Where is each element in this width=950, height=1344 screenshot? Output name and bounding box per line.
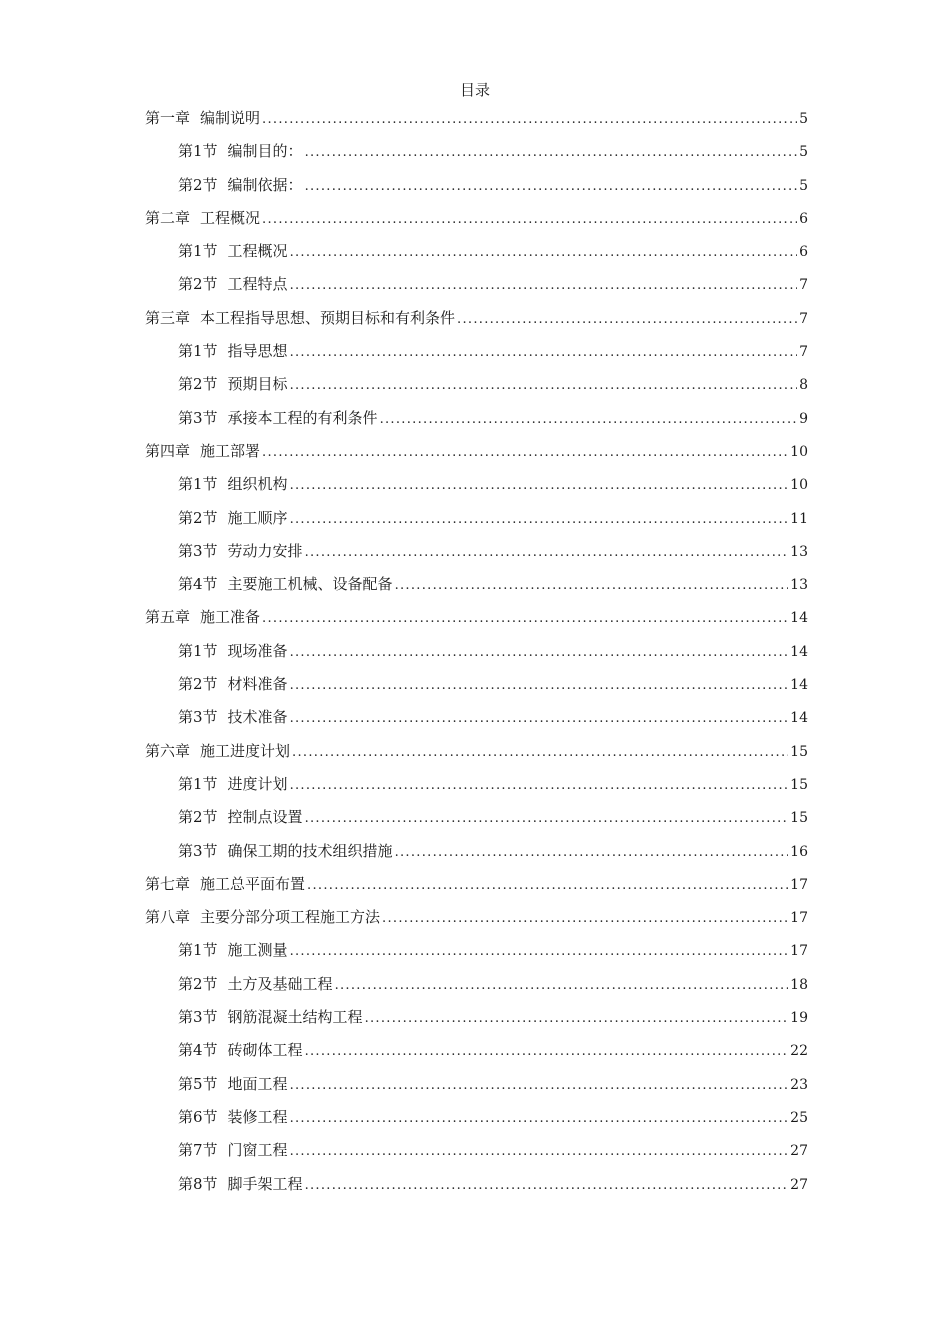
toc-page-number: 13 — [790, 543, 808, 560]
toc-entry-label — [178, 1006, 363, 1028]
toc-entry-label — [145, 440, 260, 462]
toc-entry-text: 门窗工程 — [227, 1141, 288, 1160]
toc-page-number: 7 — [799, 310, 808, 327]
toc-page-number: 14 — [790, 710, 808, 727]
toc-section-entry[interactable] — [145, 571, 808, 604]
toc-entry-text: 材料准备 — [227, 675, 288, 694]
toc-chapter-entry[interactable] — [145, 105, 808, 138]
toc-entry-label — [178, 1139, 288, 1161]
toc-page-number: 14 — [790, 610, 808, 627]
toc-leader-dots — [307, 875, 788, 897]
toc-leader-dots — [290, 509, 789, 531]
toc-page-number: 18 — [790, 976, 808, 993]
toc-section-entry[interactable] — [145, 271, 808, 304]
toc-entry-text: 装修工程 — [227, 1107, 288, 1126]
toc-page-number: 5 — [799, 177, 808, 194]
toc-leader-dots — [395, 842, 789, 864]
toc-entry-label — [145, 873, 305, 895]
toc-section-entry[interactable] — [145, 671, 808, 704]
toc-page-number: 15 — [790, 776, 808, 793]
toc-page-number: 27 — [790, 1176, 808, 1193]
toc-chapter-entry[interactable] — [145, 904, 808, 937]
toc-entry-text: 施工总平面布置 — [200, 874, 306, 893]
toc-section-entry[interactable] — [145, 505, 808, 538]
toc-leader-dots — [382, 908, 788, 930]
toc-title: 目录 — [459, 81, 490, 99]
toc-entry-label — [178, 806, 303, 828]
toc-section-entry[interactable] — [145, 937, 808, 970]
toc-entry-number: 第二章 — [145, 208, 191, 227]
toc-entry-label — [178, 540, 303, 562]
toc-leader-dots — [290, 242, 798, 264]
toc-entry-number: 第五章 — [145, 608, 191, 627]
toc-entry-label — [145, 307, 455, 329]
toc-entry-text: 地面工程 — [227, 1074, 288, 1093]
toc-entry-text: 劳动力安排 — [227, 541, 303, 560]
toc-leader-dots — [335, 975, 789, 997]
toc-leader-dots — [305, 542, 789, 564]
toc-entry-number: 第3节 — [178, 408, 218, 427]
toc-leader-dots — [365, 1008, 789, 1030]
toc-entry-number: 第2节 — [178, 275, 218, 294]
toc-page-number: 9 — [799, 410, 808, 427]
toc-entry-number: 第2节 — [178, 974, 218, 993]
toc-page-number: 6 — [799, 210, 808, 227]
toc-section-entry[interactable] — [145, 771, 808, 804]
toc-entry-number: 第七章 — [145, 874, 191, 893]
toc-section-entry[interactable] — [145, 1104, 808, 1137]
toc-leader-dots — [290, 375, 798, 397]
toc-entry-text: 组织机构 — [227, 475, 288, 494]
toc-entry-label — [178, 373, 288, 395]
toc-page-number: 7 — [799, 344, 808, 361]
toc-leader-dots — [395, 575, 789, 597]
toc-entry-text: 进度计划 — [227, 774, 288, 793]
toc-leader-dots — [290, 1075, 789, 1097]
toc-leader-dots — [305, 1175, 789, 1197]
toc-page-number: 11 — [790, 510, 808, 527]
toc-page-number: 10 — [790, 477, 808, 494]
toc-entry-label — [178, 1039, 303, 1061]
toc-page-number: 14 — [790, 677, 808, 694]
toc-section-entry[interactable] — [145, 1071, 808, 1104]
toc-entry-label — [178, 1173, 303, 1195]
toc-entry-number: 第5节 — [178, 1074, 218, 1093]
toc-entry-number: 第1节 — [178, 242, 218, 261]
toc-section-entry[interactable] — [145, 638, 808, 671]
toc-entry-text: 主要分部分项工程施工方法 — [200, 908, 381, 927]
toc-leader-dots — [262, 109, 797, 131]
toc-page-number: 17 — [790, 910, 808, 927]
toc-entry-text: 主要施工机械、设备配备 — [227, 575, 393, 594]
toc-entry-text: 土方及基础工程 — [227, 974, 333, 993]
toc-leader-dots — [290, 775, 789, 797]
toc-section-entry[interactable] — [145, 838, 808, 871]
toc-entry-number: 第6节 — [178, 1107, 218, 1126]
toc-entry-label — [178, 673, 288, 695]
toc-leader-dots — [290, 275, 798, 297]
toc-entry-number: 第7节 — [178, 1141, 218, 1160]
toc-leader-dots — [290, 1141, 789, 1163]
toc-leader-dots — [262, 442, 788, 464]
toc-page-number: 15 — [790, 743, 808, 760]
toc-page-number: 22 — [790, 1043, 808, 1060]
toc-entry-number: 第1节 — [178, 342, 218, 361]
toc-entry-label — [178, 340, 288, 362]
toc-entry-label — [178, 773, 288, 795]
toc-entry-text: 编制依据： — [227, 175, 303, 194]
toc-entry-number: 第2节 — [178, 375, 218, 394]
toc-chapter-entry[interactable] — [145, 438, 808, 471]
toc-leader-dots — [305, 808, 789, 830]
toc-leader-dots — [290, 941, 789, 963]
toc-entry-text: 编制目的： — [227, 142, 303, 161]
toc-page-number: 27 — [790, 1143, 808, 1160]
toc-chapter-entry[interactable] — [145, 305, 808, 338]
toc-entry-label — [178, 840, 393, 862]
toc-entry-text: 编制说明 — [200, 109, 261, 127]
toc-entry-text: 工程特点 — [227, 275, 288, 294]
toc-entry-number: 第2节 — [178, 175, 218, 194]
toc-page-number: 19 — [790, 1010, 808, 1027]
toc-section-entry[interactable] — [145, 1171, 808, 1204]
toc-entry-number: 第4节 — [178, 1041, 218, 1060]
toc-section-entry[interactable] — [145, 1137, 808, 1170]
toc-entry-number: 第一章 — [145, 109, 191, 127]
toc-entry-number: 第1节 — [178, 941, 218, 960]
toc-page-number: 5 — [799, 111, 808, 127]
toc-entry-number: 第1节 — [178, 475, 218, 494]
toc-entry-text: 现场准备 — [227, 641, 288, 660]
toc-leader-dots — [262, 608, 788, 630]
toc-entry-text: 施工顺序 — [227, 508, 288, 527]
toc-entry-label — [178, 973, 333, 995]
toc-entry-label — [178, 174, 303, 196]
toc-entry-label — [178, 407, 378, 429]
toc-entry-number: 第8节 — [178, 1174, 218, 1193]
toc-page-number: 15 — [790, 810, 808, 827]
toc-entry-label — [145, 606, 260, 628]
toc-entry-text: 工程概况 — [200, 208, 261, 227]
toc-entry-text: 钢筋混凝土结构工程 — [227, 1008, 363, 1027]
toc-section-entry[interactable] — [145, 1037, 808, 1070]
toc-leader-dots — [292, 742, 788, 764]
toc-entry-number: 第3节 — [178, 1008, 218, 1027]
toc-entry-text: 施工准备 — [200, 608, 261, 627]
toc-entry-text: 本工程指导思想、预期目标和有利条件 — [200, 308, 456, 327]
toc-entry-text: 脚手架工程 — [227, 1174, 303, 1193]
toc-page-number: 23 — [790, 1076, 808, 1093]
toc-entry-text: 指导思想 — [227, 342, 288, 361]
toc-page-number: 5 — [799, 144, 808, 161]
toc-entry-text: 预期目标 — [227, 375, 288, 394]
toc-entry-label — [145, 107, 260, 129]
toc-page-number: 17 — [790, 943, 808, 960]
toc-entry-number: 第2节 — [178, 675, 218, 694]
toc-section-entry[interactable] — [145, 1004, 808, 1037]
toc-section-entry[interactable] — [145, 804, 808, 837]
toc-page-number: 6 — [799, 244, 808, 261]
toc-entry-number: 第1节 — [178, 774, 218, 793]
toc-section-entry[interactable] — [145, 238, 808, 271]
toc-section-entry[interactable] — [145, 538, 808, 571]
toc-entry-number: 第三章 — [145, 308, 191, 327]
toc-page-number: 17 — [790, 876, 808, 893]
toc-entry-text: 砖砌体工程 — [227, 1041, 303, 1060]
toc-section-entry[interactable] — [145, 704, 808, 737]
toc-entry-number: 第六章 — [145, 741, 191, 760]
toc-page-number: 25 — [790, 1109, 808, 1126]
toc-page-number: 16 — [790, 843, 808, 860]
toc-entry-label — [145, 207, 260, 229]
toc-leader-dots — [457, 309, 797, 331]
toc-entry-text: 施工进度计划 — [200, 741, 291, 760]
toc-section-entry[interactable] — [145, 138, 808, 171]
toc-page-number: 14 — [790, 643, 808, 660]
toc-section-entry[interactable] — [145, 471, 808, 504]
toc-entry-number: 第2节 — [178, 508, 218, 527]
toc-leader-dots — [290, 708, 789, 730]
toc-entry-number: 第四章 — [145, 441, 191, 460]
toc-leader-dots — [290, 642, 789, 664]
toc-leader-dots — [305, 1041, 789, 1063]
toc-entry-number: 第1节 — [178, 641, 218, 660]
toc-entry-label — [145, 740, 290, 762]
toc-entry-label — [178, 939, 288, 961]
toc-entry-text: 控制点设置 — [227, 808, 303, 827]
toc-entry-text: 承接本工程的有利条件 — [227, 408, 378, 427]
toc-entry-label — [178, 507, 288, 529]
toc-entry-text: 确保工期的技术组织措施 — [227, 841, 393, 860]
toc-entry-label — [178, 640, 288, 662]
toc-leader-dots — [380, 409, 798, 431]
toc-entry-label — [178, 1073, 288, 1095]
toc-leader-dots — [290, 475, 789, 497]
toc-entry-label — [178, 240, 288, 262]
toc-entry-label — [178, 273, 288, 295]
toc-chapter-entry[interactable] — [145, 871, 808, 904]
toc-entry-number: 第八章 — [145, 908, 191, 927]
toc-leader-dots — [290, 675, 789, 697]
toc-entry-label — [145, 906, 380, 928]
toc-entry-label — [178, 1106, 288, 1128]
toc-entry-number: 第3节 — [178, 541, 218, 560]
toc-page-number: 13 — [790, 577, 808, 594]
toc-page-number: 10 — [790, 443, 808, 460]
toc-leader-dots — [305, 176, 798, 198]
toc-entry-text: 工程概况 — [227, 242, 288, 261]
toc-entry-number: 第1节 — [178, 142, 218, 161]
toc-entry-label — [178, 706, 288, 728]
toc-entry-label — [178, 140, 303, 162]
toc-leader-dots — [305, 142, 798, 164]
toc-entry-label — [178, 573, 393, 595]
toc-section-entry[interactable] — [145, 971, 808, 1004]
toc-entry-number: 第3节 — [178, 708, 218, 727]
toc-page-number: 8 — [799, 377, 808, 394]
toc-chapter-entry[interactable] — [145, 738, 808, 771]
toc-leader-dots — [290, 342, 798, 364]
toc-leader-dots — [262, 209, 797, 231]
toc-section-entry[interactable] — [145, 172, 808, 205]
toc-section-entry[interactable] — [145, 405, 808, 438]
toc-entry-number: 第3节 — [178, 841, 218, 860]
toc-entry-text: 施工部署 — [200, 441, 261, 460]
toc-entry-number: 第2节 — [178, 808, 218, 827]
toc-entry-text: 技术准备 — [227, 708, 288, 727]
toc-entry-number: 第4节 — [178, 575, 218, 594]
toc-section-entry[interactable] — [145, 338, 808, 371]
toc-section-entry[interactable] — [145, 371, 808, 404]
toc-entry-text: 施工测量 — [227, 941, 288, 960]
toc-page-number: 7 — [799, 277, 808, 294]
toc-chapter-entry[interactable] — [145, 604, 808, 637]
toc-entry-label — [178, 473, 288, 495]
toc-chapter-entry[interactable] — [145, 205, 808, 238]
toc-leader-dots — [290, 1108, 789, 1130]
table-of-contents — [145, 105, 808, 1204]
